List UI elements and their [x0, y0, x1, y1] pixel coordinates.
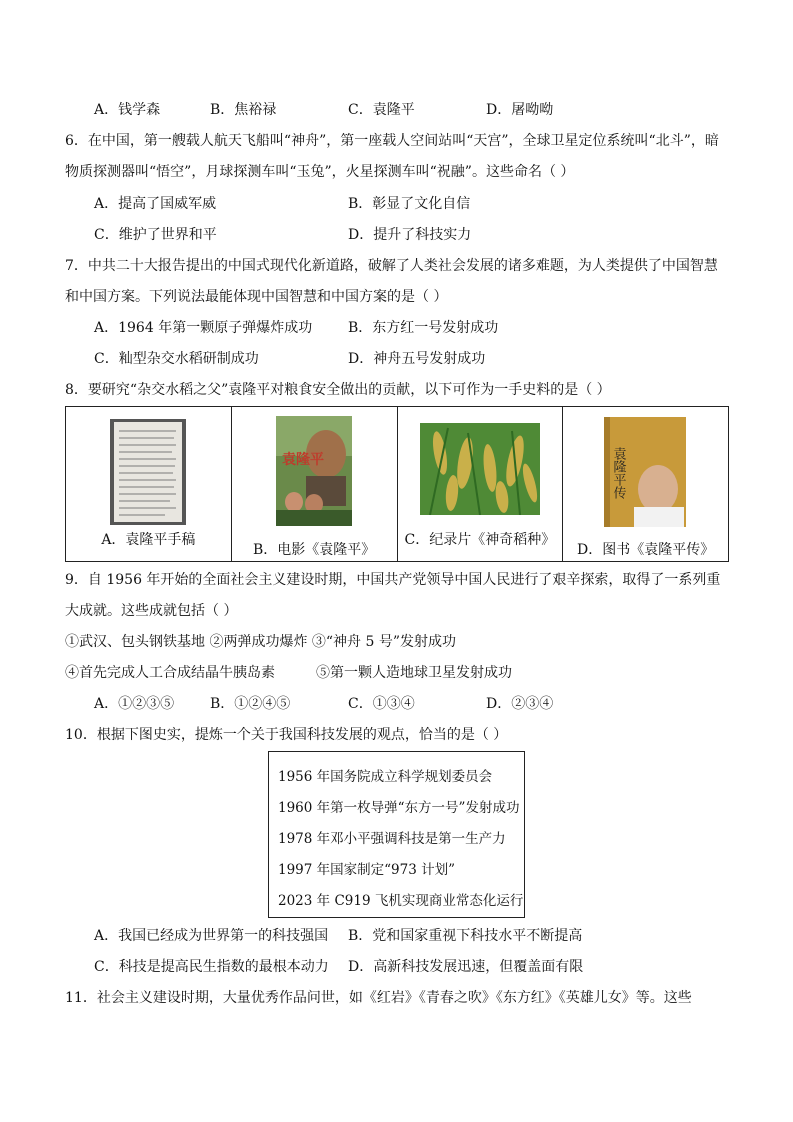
q7-stem-line1: 7．中共二十大报告提出的中国式现代化新道路，破解了人类社会发展的诸多难题，为人类提供了中国智慧 [65, 258, 718, 274]
q8-cell-a [66, 407, 232, 561]
q10-facts-box [268, 751, 525, 918]
q10-option-d: D．高新科技发展迅速，但覆盖面有限 [348, 959, 584, 975]
q6-option-c: C．维护了世界和平 [94, 227, 217, 243]
q9-items-line2b: ⑤第一颗人造地球卫星发射成功 [316, 665, 512, 681]
q8-caption-b: B．电影《袁隆平》 [252, 542, 376, 558]
q11-stem: 11．社会主义建设时期，大量优秀作品问世，如《红岩》《青春之吹》《东方红》《英雄儿女》等。这些 [65, 990, 692, 1006]
q5-option-c: C．袁隆平 [348, 102, 415, 118]
q8-stem: 8．要研究“杂交水稻之父”袁隆平对粮食安全做出的贡献，以下可作为一手史料的是（ ） [65, 382, 611, 398]
movie-poster-image [276, 416, 352, 526]
manuscript-image [110, 419, 186, 525]
q5-option-d: D．屠呦呦 [486, 102, 554, 118]
q6-option-b: B．彰显了文化自信 [348, 196, 471, 212]
q7-option-c: C．籼型杂交水稻研制成功 [94, 351, 259, 367]
q9-option-c: C．①③④ [348, 696, 415, 712]
q5-option-a: A．钱学森 [94, 102, 161, 118]
q7-option-d: D．神舟五号发射成功 [348, 351, 486, 367]
q9-stem-line2: 大成就。这些成就包括（ ） [65, 603, 238, 619]
q8-image-table [65, 406, 729, 562]
q10-fact-3: 1978 年邓小平强调科技是第一生产力 [278, 831, 506, 847]
q7-stem-line2: 和中国方案。下列说法最能体现中国智慧和中国方案的是（ ） [65, 289, 448, 305]
q10-option-c: C．科技是提高民生指数的最根本动力 [94, 959, 329, 975]
q8-caption-d: D．图书《袁隆平传》 [577, 542, 715, 558]
book-cover-image [604, 417, 686, 527]
q6-option-a: A．提高了国威军威 [94, 196, 217, 212]
q10-fact-2: 1960 年第一枚导弹“东方一号”发射成功 [278, 800, 520, 816]
q9-items-line1: ①武汉、包头钢铁基地 ②两弹成功爆炸 ③“神舟 5 号”发射成功 [65, 634, 457, 650]
q7-option-a: A．1964 年第一颗原子弹爆炸成功 [94, 320, 313, 336]
q10-fact-4: 1997 年国家制定“973 计划” [278, 862, 456, 878]
q9-option-a: A．①②③⑤ [94, 696, 175, 712]
q8-cell-b [232, 407, 398, 561]
q9-option-d: D．②③④ [486, 696, 554, 712]
q7-option-b: B．东方红一号发射成功 [348, 320, 499, 336]
q6-stem-line2: 物质探测器叫“悟空”，月球探测车叫“玉兔”，火星探测车叫“祝融”。这些命名（ ） [65, 164, 575, 180]
q8-caption-c: C．纪录片《神奇稻种》 [404, 532, 556, 548]
q10-stem: 10．根据下图史实，提炼一个关于我国科技发展的观点，恰当的是（ ） [65, 727, 508, 743]
q10-fact-5: 2023 年 C919 飞机实现商业常态化运行 [278, 893, 524, 909]
q6-stem-line1: 6．在中国，第一艘载人航天飞船叫“神舟”，第一座载人空间站叫“天宫”，全球卫星定位系统叫“北斗”，暗 [65, 133, 719, 149]
q9-items-line2a: ④首先完成人工合成结晶牛胰岛素 [65, 665, 275, 681]
q6-option-d: D．提升了科技实力 [348, 227, 472, 243]
q8-cell-d [563, 407, 728, 561]
q8-cell-c [398, 407, 564, 561]
q5-option-b: B．焦裕禄 [210, 102, 277, 118]
q9-stem-line1: 9．自 1956 年开始的全面社会主义建设时期，中国共产党领导中国人民进行了艰辛探索，取得了一系列重 [65, 572, 721, 588]
q10-option-b: B．党和国家重视下科技水平不断提高 [348, 928, 583, 944]
book-title-text: 袁隆平传 [610, 447, 626, 499]
rice-documentary-image [420, 423, 540, 515]
q8-caption-a: A．袁隆平手稿 [101, 532, 196, 548]
poster-title-text: 袁隆平 [281, 452, 324, 468]
q9-option-b: B．①②④⑤ [210, 696, 291, 712]
q10-fact-1: 1956 年国务院成立科学规划委员会 [278, 769, 493, 785]
q10-option-a: A．我国已经成为世界第一的科技强国 [94, 928, 329, 944]
